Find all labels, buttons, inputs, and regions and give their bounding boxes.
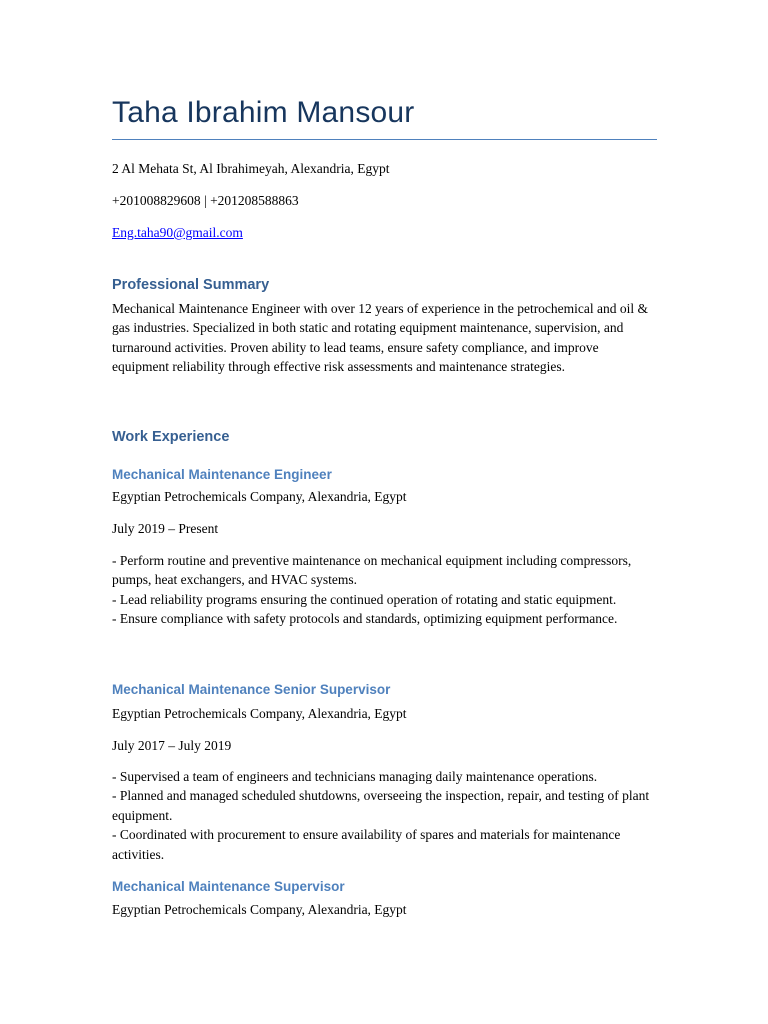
phone-numbers: +201008829608 | +201208588863 bbox=[112, 193, 299, 208]
address: 2 Al Mehata St, Al Ibrahimeyah, Alexandria, Egypt bbox=[112, 161, 390, 176]
job-title: Mechanical Maintenance Senior Supervisor bbox=[112, 682, 391, 697]
title-divider bbox=[112, 139, 657, 140]
job-title: Mechanical Maintenance Engineer bbox=[112, 467, 332, 482]
job-company: Egyptian Petrochemicals Company, Alexandria, Egypt bbox=[112, 902, 407, 917]
job-duties-list bbox=[112, 551, 657, 629]
job-dates: July 2019 – Present bbox=[112, 521, 219, 536]
job-duty: - Ensure compliance with safety protocols and standards, optimizing equipment performance. bbox=[112, 611, 618, 627]
professional-summary-heading: Professional Summary bbox=[112, 277, 270, 293]
job-duty: - Coordinated with procurement to ensure availability of spares and materials for maintenance activities. bbox=[112, 827, 621, 862]
professional-summary-text: Mechanical Maintenance Engineer with over 12 years of experience in the petrochemical and oil & gas industries. Specialized in both static and rotating equipment maintenance, supervision, and turnaround activities. Proven ability to lead teams, ensure safety compliance, and improve equipment reliability through effective risk assessments and maintenance strategies. bbox=[112, 301, 649, 375]
job-duty: - Perform routine and preventive maintenance on mechanical equipment including compressors, pumps, heat exchangers, and HVAC systems. bbox=[112, 553, 632, 588]
job-title: Mechanical Maintenance Supervisor bbox=[112, 879, 345, 894]
job-duty: - Supervised a team of engineers and technicians managing daily maintenance operations. bbox=[112, 769, 598, 784]
job-duties-list bbox=[112, 767, 657, 864]
job-duty: - Planned and managed scheduled shutdowns, overseeing the inspection, repair, and testing of plant equipment. bbox=[112, 788, 650, 823]
job-company: Egyptian Petrochemicals Company, Alexandria, Egypt bbox=[112, 489, 407, 504]
job-dates: July 2017 – July 2019 bbox=[112, 738, 232, 753]
candidate-name: Taha Ibrahim Mansour bbox=[112, 96, 415, 129]
job-company: Egyptian Petrochemicals Company, Alexandria, Egypt bbox=[112, 706, 407, 721]
job-duty: - Lead reliability programs ensuring the continued operation of rotating and static equipment. bbox=[112, 591, 617, 607]
work-experience-heading: Work Experience bbox=[112, 429, 230, 445]
email-link[interactable]: Eng.taha90@gmail.com bbox=[112, 225, 243, 240]
